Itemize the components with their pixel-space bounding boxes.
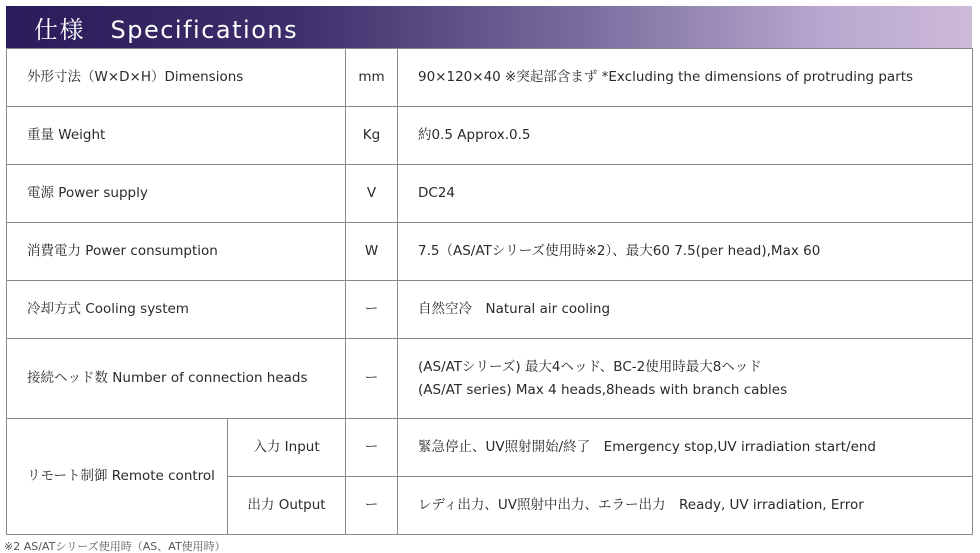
spec-unit: Kg [346, 107, 398, 165]
spec-name: 消費電力 Power consumption [7, 223, 346, 281]
spec-value [398, 339, 973, 419]
spec-unit: V [346, 165, 398, 223]
spec-value-line: (AS/AT series) Max 4 heads,8heads with branch cables [418, 381, 788, 398]
spec-unit: ー [346, 477, 398, 535]
spec-unit: mm [346, 49, 398, 107]
spec-row-power-supply [7, 165, 973, 223]
spec-name: 重量 Weight [7, 107, 346, 165]
spec-row-power-consumption [7, 223, 973, 281]
spec-value: 緊急停止、UV照射開始/終了 Emergency stop,UV irradiation start/end [398, 419, 973, 477]
spec-value: 約0.5 Approx.0.5 [398, 107, 973, 165]
spec-value: 自然空冷 Natural air cooling [398, 281, 973, 339]
spec-value: DC24 [398, 165, 973, 223]
spec-subname: 入力 Input [228, 419, 346, 477]
spec-unit: W [346, 223, 398, 281]
section-header [6, 6, 972, 48]
spec-row-remote-input [7, 419, 973, 477]
spec-unit: ー [346, 281, 398, 339]
spec-name: 外形寸法（W×D×H）Dimensions [7, 49, 346, 107]
spec-unit: ー [346, 419, 398, 477]
spec-name: 冷却方式 Cooling system [7, 281, 346, 339]
spec-row-connection-heads [7, 339, 973, 419]
spec-subname: 出力 Output [228, 477, 346, 535]
spec-unit: ー [346, 339, 398, 419]
spec-value: 7.5（AS/ATシリーズ使用時※2）、最大60 7.5(per head),Max 60 [398, 223, 973, 281]
spec-value-line: (AS/ATシリーズ) 最大4ヘッド、BC-2使用時最大8ヘッド [418, 358, 762, 375]
spec-name: 接続ヘッド数 Number of connection heads [7, 339, 346, 419]
spec-row-cooling-system [7, 281, 973, 339]
spec-name: 電源 Power supply [7, 165, 346, 223]
specifications-table [6, 48, 973, 535]
footnote: ※2 AS/ATシリーズ使用時（AS、AT使用時） [4, 540, 226, 553]
spec-row-dimensions [7, 49, 973, 107]
spec-row-weight [7, 107, 973, 165]
section-title: 仕様 Specifications [34, 15, 299, 44]
spec-name-remote-control: リモート制御 Remote control [7, 419, 228, 535]
spec-value: レディ出力、UV照射中出力、エラー出力 Ready, UV irradiation, Error [398, 477, 973, 535]
spec-value: 90×120×40 ※突起部含まず *Excluding the dimensions of protruding parts [398, 49, 973, 107]
